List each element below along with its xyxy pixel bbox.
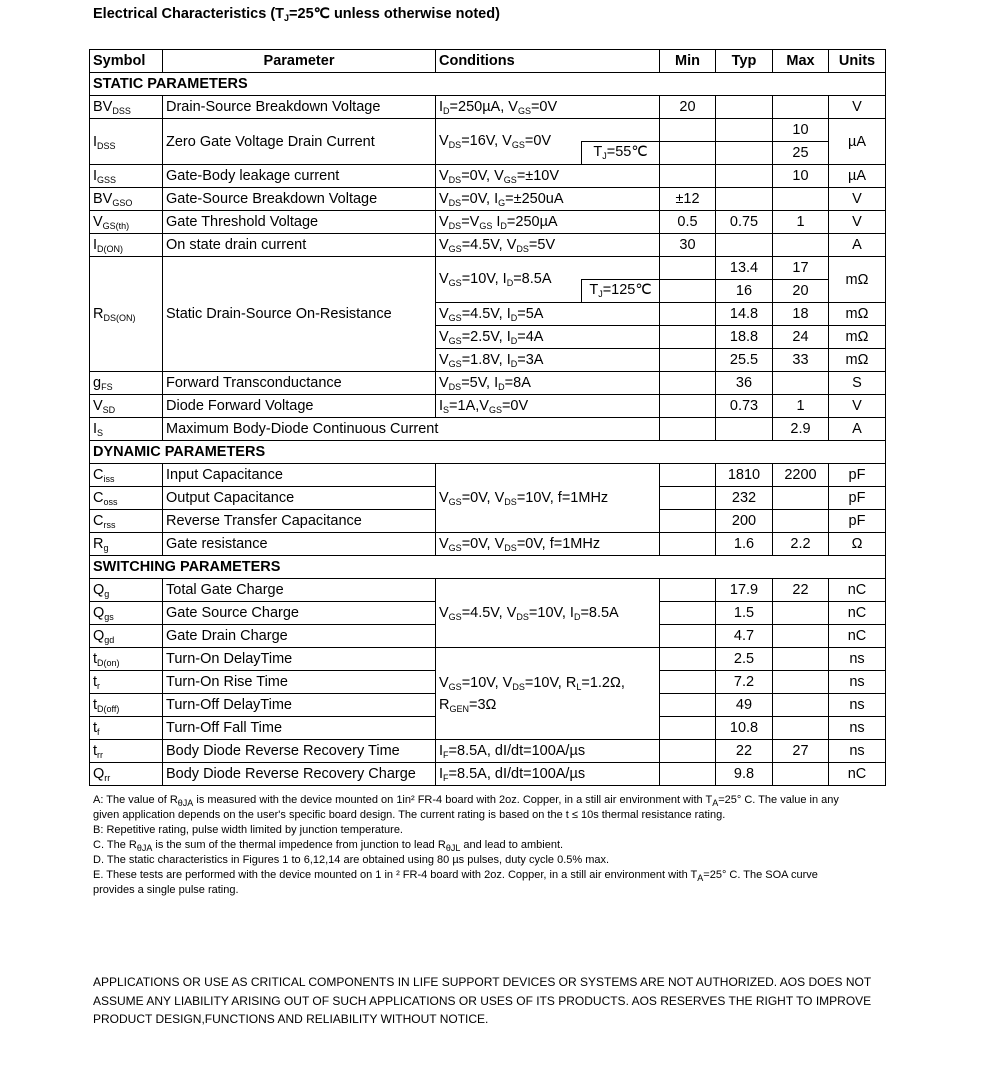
max [773, 96, 829, 119]
conditions: $V_{DS}=0V$, $V_{GS}=\pm 10V$ [436, 165, 660, 188]
units: A [829, 234, 886, 257]
min [660, 625, 716, 648]
units: V [829, 395, 886, 418]
typ: 200 [716, 510, 773, 533]
parameter: Gate resistance [163, 533, 436, 556]
units: mΩ [829, 349, 886, 372]
parameter: Forward Transconductance [163, 372, 436, 395]
typ: 232 [716, 487, 773, 510]
symbol: $Q_{gs}$ [90, 602, 163, 625]
conditions [436, 119, 660, 165]
note-a: A: The value of $R_{\theta JA}$ is measured with the device mounted on 1in² FR-4 board with 2oz. Copper, in a still air environment with $T_A=25^\circ$ C. The value in any given application depends on the user's specific board design. The current rating is based on the t ≤ 10s thermal resistance rating. [93, 794, 839, 821]
conditions: $I_D=250\mu A$, $V_{GS}=0V$ [436, 96, 660, 119]
max: 33 [773, 349, 829, 372]
typ: 0.73 [716, 395, 773, 418]
units: ns [829, 740, 886, 763]
units: Ω [829, 533, 886, 556]
min [660, 671, 716, 694]
min: 30 [660, 234, 716, 257]
min [660, 694, 716, 717]
units: pF [829, 464, 886, 487]
units: A [829, 418, 886, 441]
min [660, 395, 716, 418]
typ: 49 [716, 694, 773, 717]
max [773, 671, 829, 694]
max: 25 [773, 142, 829, 165]
typ: 1.5 [716, 602, 773, 625]
units: µA [829, 165, 886, 188]
units: mΩ [829, 303, 886, 326]
conditions: $V_{GS}=0V$, $V_{DS}=10V$, f=1MHz [436, 464, 660, 533]
condition-line-1: $V_{GS}=10V$, $V_{DS}=10V$, $R_L=1.2\Omega$, [439, 674, 625, 692]
symbol: $I_{GSS}$ [90, 165, 163, 188]
max: 24 [773, 326, 829, 349]
min [660, 533, 716, 556]
max [773, 602, 829, 625]
parameter: Turn-Off Fall Time [163, 717, 436, 740]
min [660, 142, 716, 165]
parameter: Total Gate Charge [163, 579, 436, 602]
conditions: $I_F=8.5A$, dI/dt=100A/µs [436, 763, 660, 786]
conditions: $V_{GS}=0V$, $V_{DS}=0V$, f=1MHz [436, 533, 660, 556]
page-title: Electrical Characteristics ($T_J=25℃$ unless otherwise noted) [93, 6, 500, 23]
units: pF [829, 510, 886, 533]
typ [716, 165, 773, 188]
min [660, 740, 716, 763]
parameter: Body Diode Reverse Recovery Charge [163, 763, 436, 786]
table-row [90, 418, 886, 441]
table-row [90, 464, 886, 487]
units: V [829, 96, 886, 119]
parameter: Input Capacitance [163, 464, 436, 487]
max [773, 625, 829, 648]
typ [716, 119, 773, 142]
table-row [90, 533, 886, 556]
typ: 7.2 [716, 671, 773, 694]
conditions: $V_{DS}=5V$, $I_D=8A$ [436, 372, 660, 395]
symbol: $Q_g$ [90, 579, 163, 602]
symbol: $BV_{DSS}$ [90, 96, 163, 119]
max [773, 372, 829, 395]
units: ns [829, 717, 886, 740]
note-e: E. These tests are performed with the device mounted on 1 in ² FR-4 board with 2oz. Copper, in a still air environment with $T_A=25^\circ$ C. The SOA curve provides a single pulse rating. [93, 869, 818, 896]
conditions: $V_{DS}=0V$, $I_G=\pm 250uA$ [436, 188, 660, 211]
max: 2.9 [773, 418, 829, 441]
typ [716, 142, 773, 165]
typ: 10.8 [716, 717, 773, 740]
parameter: Reverse Transfer Capacitance [163, 510, 436, 533]
tj-condition: $T_J=125℃$ [581, 279, 659, 302]
units: ns [829, 671, 886, 694]
units: ns [829, 648, 886, 671]
min [660, 579, 716, 602]
max: 1 [773, 395, 829, 418]
disclaimer: APPLICATIONS OR USE AS CRITICAL COMPONENTS IN LIFE SUPPORT DEVICES OR SYSTEMS ARE NOT AUTHORIZED. AOS DOES NOT ASSUME ANY LIABILITY ARISING OUT OF SUCH APPLICATIONS OR USES OF ITS PRODUCTS. AOS RESERVES THE RIGHT TO IMPROVE PRODUCT DESIGN,FUNCTIONS AND RELIABILITY WITHOUT NOTICE. [93, 975, 872, 1026]
condition-text: $V_{GS}=10V$, $I_D=8.5A$ [439, 270, 552, 288]
symbol: $V_{GS(th)}$ [90, 211, 163, 234]
footnotes [93, 793, 853, 898]
symbol: $t_{rr}$ [90, 740, 163, 763]
parameter: Drain-Source Breakdown Voltage [163, 96, 436, 119]
parameter: Output Capacitance [163, 487, 436, 510]
condition-text: $V_{DS}=16V$, $V_{GS}=0V$ [439, 132, 552, 150]
min [660, 349, 716, 372]
units: nC [829, 625, 886, 648]
conditions [436, 648, 660, 740]
units: mΩ [829, 257, 886, 303]
table-row [90, 165, 886, 188]
header-units: Units [829, 50, 886, 73]
units: V [829, 188, 886, 211]
symbol: $C_{iss}$ [90, 464, 163, 487]
min [660, 119, 716, 142]
symbol: $BV_{GSO}$ [90, 188, 163, 211]
symbol: $I_{DSS}$ [90, 119, 163, 165]
min [660, 280, 716, 303]
min [660, 165, 716, 188]
header-conditions: Conditions [436, 50, 660, 73]
max: 27 [773, 740, 829, 763]
max: 2200 [773, 464, 829, 487]
typ [716, 418, 773, 441]
units: mΩ [829, 326, 886, 349]
typ [716, 188, 773, 211]
symbol: $I_S$ [90, 418, 163, 441]
units: S [829, 372, 886, 395]
typ: 17.9 [716, 579, 773, 602]
conditions: $I_F=8.5A$, dI/dt=100A/µs [436, 740, 660, 763]
section-switching: SWITCHING PARAMETERS [90, 556, 886, 579]
typ: 4.7 [716, 625, 773, 648]
min [660, 487, 716, 510]
min [660, 464, 716, 487]
typ: 14.8 [716, 303, 773, 326]
conditions: $V_{GS}=1.8V$, $I_D=3A$ [436, 349, 660, 372]
units: nC [829, 602, 886, 625]
max: 10 [773, 119, 829, 142]
max: 18 [773, 303, 829, 326]
symbol: $t_r$ [90, 671, 163, 694]
table-row [90, 96, 886, 119]
min [660, 372, 716, 395]
symbol: $Q_{rr}$ [90, 763, 163, 786]
table-row [90, 234, 886, 257]
max [773, 763, 829, 786]
symbol: $V_{SD}$ [90, 395, 163, 418]
table-header-row [90, 50, 886, 73]
symbol: $I_{D(ON)}$ [90, 234, 163, 257]
parameter: Body Diode Reverse Recovery Time [163, 740, 436, 763]
min: 20 [660, 96, 716, 119]
min [660, 418, 716, 441]
min [660, 257, 716, 280]
typ: 0.75 [716, 211, 773, 234]
parameter: Zero Gate Voltage Drain Current [163, 119, 436, 165]
table-row [90, 648, 886, 671]
conditions: $V_{GS}=2.5V$, $I_D=4A$ [436, 326, 660, 349]
max [773, 717, 829, 740]
parameter: Static Drain-Source On-Resistance [163, 257, 436, 372]
max [773, 487, 829, 510]
units: nC [829, 579, 886, 602]
typ: 2.5 [716, 648, 773, 671]
conditions [436, 257, 660, 303]
symbol: $t_{D(on)}$ [90, 648, 163, 671]
note-b: B: Repetitive rating, pulse width limited by junction temperature. [93, 824, 403, 836]
typ: 25.5 [716, 349, 773, 372]
table-row [90, 188, 886, 211]
min: 0.5 [660, 211, 716, 234]
parameter: Turn-Off DelayTime [163, 694, 436, 717]
parameter: Turn-On DelayTime [163, 648, 436, 671]
typ: 18.8 [716, 326, 773, 349]
min [660, 326, 716, 349]
max: 17 [773, 257, 829, 280]
max [773, 648, 829, 671]
min [660, 717, 716, 740]
header-max: Max [773, 50, 829, 73]
section-static: STATIC PARAMETERS [90, 73, 886, 96]
max [773, 234, 829, 257]
symbol: $g_{FS}$ [90, 372, 163, 395]
max [773, 188, 829, 211]
typ: 22 [716, 740, 773, 763]
conditions: $V_{GS}=4.5V$, $I_D=5A$ [436, 303, 660, 326]
parameter: On state drain current [163, 234, 436, 257]
typ: 9.8 [716, 763, 773, 786]
parameter: Gate-Body leakage current [163, 165, 436, 188]
max: 10 [773, 165, 829, 188]
units: nC [829, 763, 886, 786]
units: V [829, 211, 886, 234]
typ [716, 234, 773, 257]
symbol: $Q_{gd}$ [90, 625, 163, 648]
condition-line-2: $R_{GEN}=3\Omega$ [439, 696, 497, 714]
parameter: Turn-On Rise Time [163, 671, 436, 694]
max: 20 [773, 280, 829, 303]
typ: 36 [716, 372, 773, 395]
symbol: $t_f$ [90, 717, 163, 740]
conditions: $V_{DS}=V_{GS}$ $I_D=250\mu A$ [436, 211, 660, 234]
typ [716, 96, 773, 119]
table-row [90, 740, 886, 763]
parameter: Maximum Body-Diode Continuous Current [163, 418, 660, 441]
header-typ: Typ [716, 50, 773, 73]
note-c: C. The $R_{\theta JA}$ is the sum of the thermal impedence from junction to lead $R_{\theta JL}$ and lead to ambient. [93, 839, 564, 853]
typ: 1.6 [716, 533, 773, 556]
typ: 16 [716, 280, 773, 303]
max [773, 694, 829, 717]
units: pF [829, 487, 886, 510]
parameter: Gate Threshold Voltage [163, 211, 436, 234]
parameter: Gate Source Charge [163, 602, 436, 625]
units: ns [829, 694, 886, 717]
symbol: $R_{DS(ON)}$ [90, 257, 163, 372]
table-row [90, 395, 886, 418]
conditions: $V_{GS}=4.5V$, $V_{DS}=10V$, $I_D=8.5A$ [436, 579, 660, 648]
parameter: Diode Forward Voltage [163, 395, 436, 418]
min [660, 763, 716, 786]
min [660, 648, 716, 671]
units: µA [829, 119, 886, 165]
table-row [90, 372, 886, 395]
electrical-characteristics-table [89, 49, 886, 786]
max: 2.2 [773, 533, 829, 556]
max: 1 [773, 211, 829, 234]
max: 22 [773, 579, 829, 602]
min [660, 602, 716, 625]
typ: 13.4 [716, 257, 773, 280]
tj-condition: $T_J=55℃$ [581, 141, 659, 164]
note-d: D. The static characteristics in Figures 1 to 6,12,14 are obtained using 80 µs pulses, duty cycle 0.5% max. [93, 854, 610, 866]
max [773, 510, 829, 533]
header-min: Min [660, 50, 716, 73]
min [660, 303, 716, 326]
symbol: $C_{oss}$ [90, 487, 163, 510]
symbol: $t_{D(off)}$ [90, 694, 163, 717]
parameter: Gate Drain Charge [163, 625, 436, 648]
symbol: $C_{rss}$ [90, 510, 163, 533]
symbol: $R_g$ [90, 533, 163, 556]
table-row [90, 763, 886, 786]
table-row [90, 119, 886, 142]
conditions: $I_S=1A,V_{GS}=0V$ [436, 395, 660, 418]
table-row [90, 211, 886, 234]
section-dynamic: DYNAMIC PARAMETERS [90, 441, 886, 464]
conditions: $V_{GS}=4.5V$, $V_{DS}=5V$ [436, 234, 660, 257]
header-parameter: Parameter [163, 50, 436, 73]
header-symbol: Symbol [90, 50, 163, 73]
parameter: Gate-Source Breakdown Voltage [163, 188, 436, 211]
min: ±12 [660, 188, 716, 211]
min [660, 510, 716, 533]
table-row [90, 257, 886, 280]
typ: 1810 [716, 464, 773, 487]
table-row [90, 579, 886, 602]
